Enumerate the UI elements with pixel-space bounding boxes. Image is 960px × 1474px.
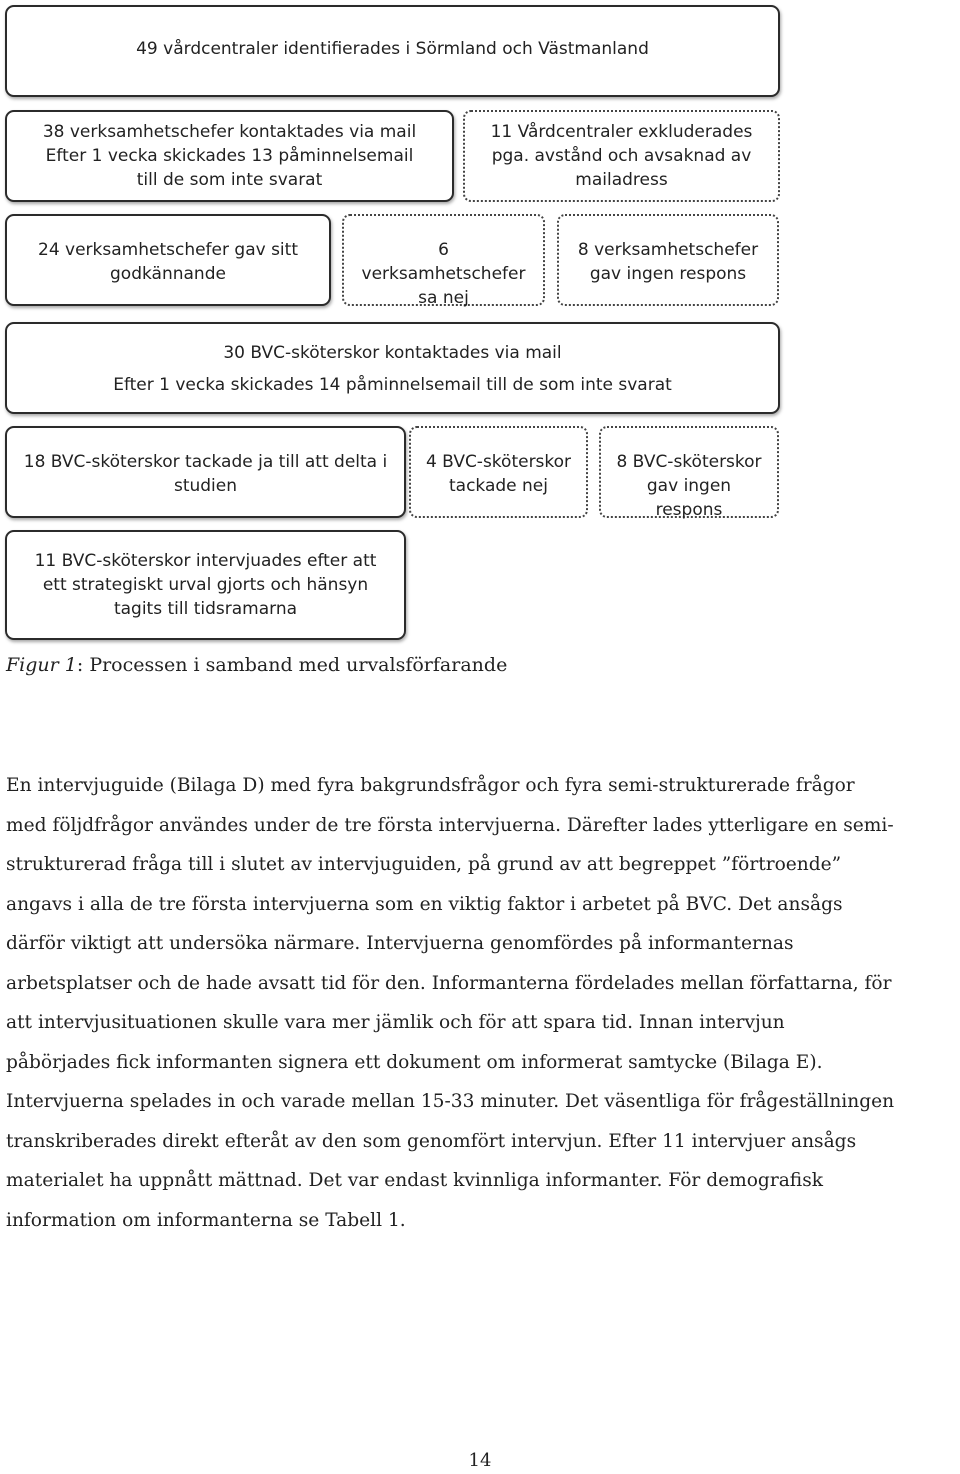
box-nurses-contacted (5, 322, 780, 414)
body-line: påbörjades fick informanten signera ett dokument om informerat samtycke (Bilaga E). (6, 1051, 823, 1073)
body-line: strukturerad fråga till i slutet av intervjuguiden, på grund av att begreppet ”förtroende” (6, 854, 842, 875)
body-line: transkriberades direkt efteråt av den som genomfört intervjun. Efter 11 intervjuer ansågs (6, 1130, 857, 1152)
box-managers-declined-text: 6 verksamhetschefer sa nej (361, 240, 526, 308)
body-line: att intervjusituationen skulle vara mer jämlik och för att spara tid. Innan intervjun (6, 1012, 785, 1033)
box-nurses-interviewed (5, 530, 406, 640)
box-managers-approved-text: 24 verksamhetschefer gav sitt godkännande (38, 240, 298, 284)
body-line: angavs i alla de tre första intervjuerna som en viktig faktor i arbetet på BVC. Det ansågs (6, 893, 843, 915)
box-nurses-contacted-line1: 30 BVC-sköterskor kontaktades via mail (223, 343, 562, 363)
body-line: arbetsplatser och de hade avsatt tid för den. Informanterna fördelades mellan författarna, för (6, 972, 892, 994)
body-line: Intervjuerna spelades in och varade mellan 15-33 minuter. Det väsentliga för frågeställningen (6, 1091, 895, 1112)
box-nurses-accepted (5, 426, 406, 518)
box-nurses-declined (409, 426, 588, 518)
box-managers-no-response (557, 214, 779, 306)
box-managers-approved (5, 214, 331, 306)
figure-caption-label: Figur 1 (6, 654, 77, 676)
box-identified-health-centres (5, 5, 780, 97)
figure-caption (6, 654, 507, 676)
body-line: därför viktigt att undersöka närmare. Intervjuerna genomfördes på informanternas (6, 933, 794, 954)
page-number: 14 (468, 1450, 492, 1471)
box-managers-contacted (5, 110, 454, 202)
body-line: med följdfrågor användes under de tre första intervjuerna. Därefter lades ytterligare en semi- (6, 814, 894, 836)
body-paragraph (6, 766, 958, 1240)
box-managers-declined (342, 214, 545, 306)
box-managers-no-response-text: 8 verksamhetschefer gav ingen respons (577, 240, 759, 284)
body-line: materialet ha uppnått mättnad. Det var endast kvinnliga informanter. För demografisk (6, 1170, 824, 1191)
figure-caption-text: : Processen i samband med urvalsförfarande (76, 654, 508, 676)
box-managers-contacted-text: 38 verksamhetschefer kontaktades via mail Efter 1 vecka skickades 13 påminnelsemail till de som inte svarat (42, 122, 417, 190)
box-nurses-declined-text: 4 BVC-sköterskor tackade nej (425, 452, 572, 496)
body-line: En intervjuguide (Bilaga D) med fyra bakgrundsfrågor och fyra semi-strukturerade frågor (6, 775, 855, 796)
box-excluded-text: 11 Vårdcentraler exkluderades pga. avstånd och avsaknad av mailadress (490, 122, 753, 190)
box-nurses-accepted-text: 18 BVC-sköterskor tackade ja till att delta i studien (23, 452, 388, 496)
box-nurses-no-response (599, 426, 779, 518)
body-line: information om informanterna se Tabell 1. (6, 1209, 406, 1231)
box-nurses-no-response-text: 8 BVC-sköterskor gav ingen respons (616, 452, 762, 520)
box-identified-text: 49 vårdcentraler identifierades i Sörmland och Västmanland (136, 39, 649, 59)
box-nurses-interviewed-text: 11 BVC-sköterskor intervjuades efter att ett strategiskt urval gjorts och hänsyn tagits till tidsramarna (34, 551, 377, 619)
box-nurses-contacted-line2: Efter 1 vecka skickades 14 påminnelsemail till de som inte svarat (113, 375, 672, 395)
box-excluded-health-centres (463, 110, 780, 202)
